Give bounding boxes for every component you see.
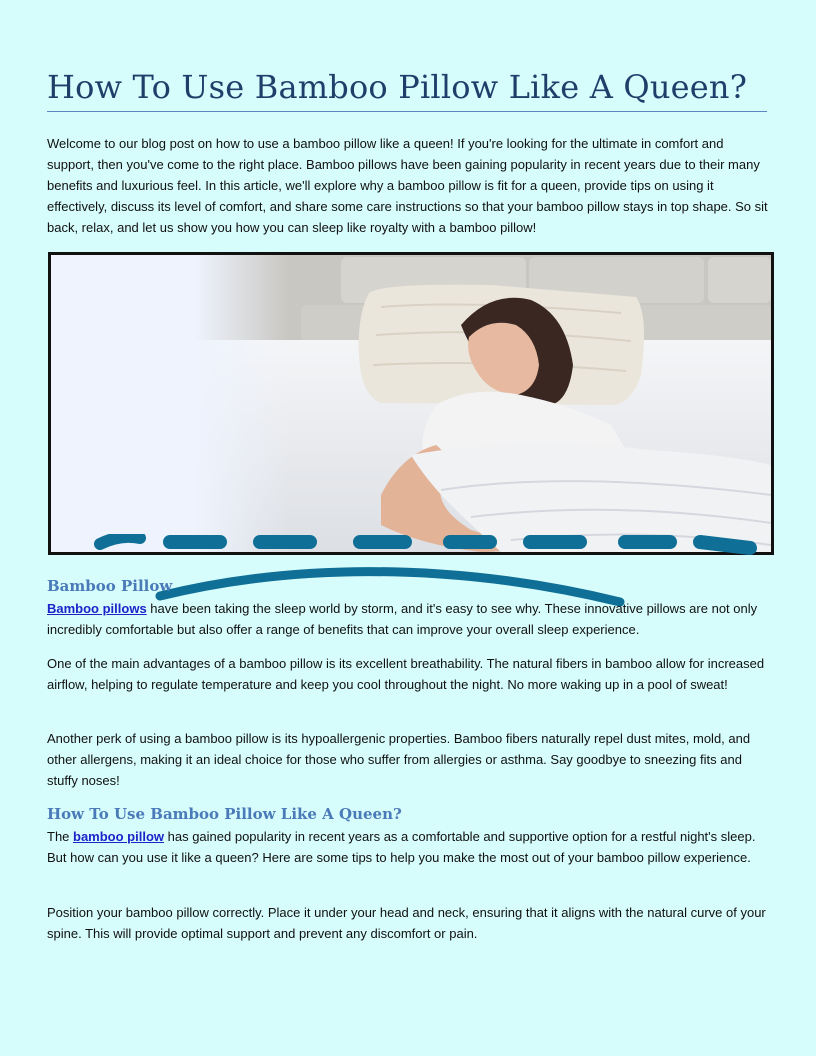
photo-icon — [51, 255, 771, 552]
bamboo-pillow-link[interactable]: bamboo pillow — [73, 829, 165, 844]
section-heading-bamboo-pillow: Bamboo Pillow — [47, 577, 173, 595]
bamboo-pillows-link[interactable]: Bamboo pillows — [47, 601, 147, 616]
section-heading-how-to-use: How To Use Bamboo Pillow Like A Queen? — [47, 805, 402, 823]
paragraph-text: has gained popularity in recent years as a comfortable and supportive option for a restful night's sleep. But how can you use it like a queen? Here are some tips to help you make the most out of your bamboo pillow experience. — [47, 829, 756, 865]
bamboo-pillow-paragraph-2: One of the main advantages of a bamboo pillow is its excellent breathability. The natural fibers in bamboo allow for increased airflow, helping to regulate temperature and keep you cool throughout the night. No more waking up in a pool of sweat! — [47, 656, 765, 692]
how-to-use-paragraph-1 — [47, 826, 769, 868]
how-to-use-paragraph-2: Position your bamboo pillow correctly. Place it under your head and neck, ensuring that it aligns with the natural curve of your spine. This will provide optimal support and prevent any discomfort or pain. — [47, 905, 766, 941]
paragraph-text: have been taking the sleep world by storm, and it's easy to see why. These innovative pillows are not only incredibly comfortable but also offer a range of benefits that can improve your overall sleep experience. — [47, 601, 758, 637]
page-title: How To Use Bamboo Pillow Like A Queen? — [47, 68, 748, 106]
hero-image — [48, 252, 774, 555]
bamboo-pillow-paragraph-3: Another perk of using a bamboo pillow is its hypoallergenic properties. Bamboo fibers naturally repel dust mites, mold, and other allergens, making it an ideal choice for those who suffer from allergies or asthma. Say goodbye to sneezing fits and stuffy noses! — [47, 731, 751, 788]
title-divider — [47, 111, 767, 112]
paragraph-prefix: The — [47, 829, 74, 844]
bamboo-pillow-paragraph-1 — [47, 598, 769, 640]
intro-paragraph: Welcome to our blog post on how to use a bamboo pillow like a queen! If you're looking for the ultimate in comfort and support, then you've come to the right place. Bamboo pillows have been gaining popularity in recent years due to their many benefits and luxurious feel. In this article, we'll explore why a bamboo pillow is fit for a queen, provide tips on using it effectively, discuss its level of comfort, and share some care instructions so that your bamboo pillow stays in top shape. So sit back, relax, and let us show you how you can sleep like royalty with a bamboo pillow! — [47, 136, 768, 235]
